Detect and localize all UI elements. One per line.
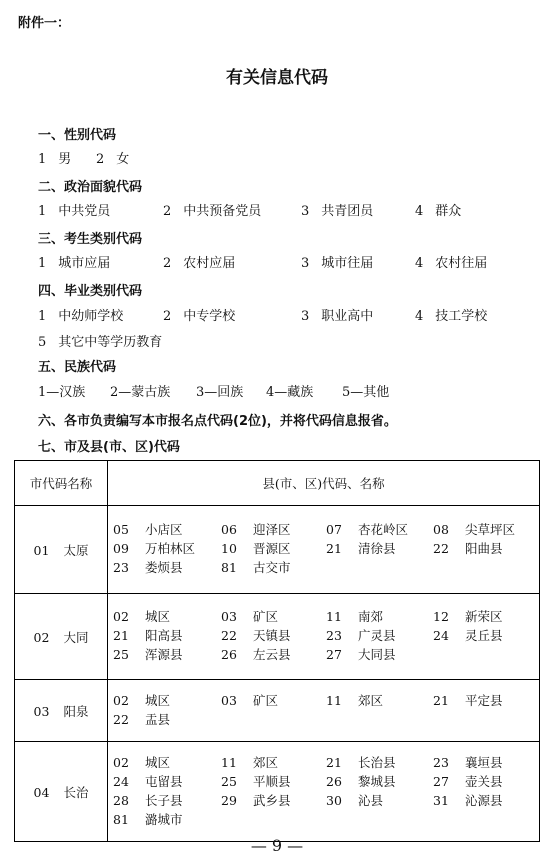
section-heading: 二、政治面貌代码: [38, 180, 143, 195]
county-name: 矿区: [253, 692, 279, 708]
code-name: —藏族: [274, 385, 314, 400]
county-line: [108, 626, 539, 645]
county-item: [113, 626, 183, 644]
city-name: 阳泉: [63, 703, 89, 719]
county-name: 万柏林区: [145, 541, 196, 556]
region-code-table: [14, 460, 540, 842]
code-number: 1: [38, 385, 47, 400]
county-name: 城区: [145, 609, 171, 624]
county-name: 浑源县: [145, 647, 183, 662]
county-item: [433, 691, 503, 709]
county-line: [108, 645, 539, 664]
county-item: [113, 772, 183, 790]
code-item: [342, 381, 389, 400]
city-name: 长治: [63, 784, 89, 800]
code-name: —汉族: [46, 385, 86, 400]
county-cell: [108, 506, 540, 594]
code-name: 中专学校: [183, 309, 236, 324]
code-number: 3: [196, 385, 205, 400]
county-item: [221, 520, 291, 538]
county-cell: [108, 680, 540, 742]
county-item: [326, 791, 383, 809]
code-number: 3: [301, 204, 310, 219]
county-item: [113, 520, 183, 538]
county-line: [108, 810, 539, 829]
county-item: [326, 772, 396, 790]
county-name: 武乡县: [253, 792, 291, 808]
county-name: 屯留县: [145, 773, 183, 789]
header-county: 县(市、区)代码、名称: [108, 461, 540, 506]
county-name: 南郊: [358, 609, 384, 624]
table-row: [15, 680, 540, 742]
county-name: 大同县: [358, 647, 396, 662]
county-code: 81: [221, 560, 237, 575]
county-code: 02: [113, 692, 129, 708]
table-row: [15, 506, 540, 594]
county-item: [221, 607, 278, 625]
code-name: 男: [58, 152, 72, 167]
code-name: —回族: [204, 385, 244, 400]
county-name: 新荣区: [465, 609, 503, 624]
table-row: [15, 594, 540, 680]
code-number: 1: [38, 256, 47, 271]
county-item: [113, 753, 170, 771]
code-item: [38, 305, 123, 324]
code-item: [38, 148, 71, 167]
county-name: 平定县: [465, 692, 503, 708]
code-number: 4: [266, 385, 275, 400]
code-number: 3: [301, 256, 310, 271]
county-cell: [108, 742, 540, 842]
county-item: [221, 539, 291, 557]
county-code: 02: [113, 609, 129, 624]
county-code: 05: [113, 522, 129, 537]
county-name: 矿区: [253, 609, 279, 624]
header-city: 市代码名称: [15, 461, 108, 506]
county-code: 09: [113, 541, 129, 556]
code-name: 中共预备党员: [183, 204, 262, 219]
code-item: [96, 148, 129, 167]
code-number: 2: [163, 309, 172, 324]
code-item: [415, 252, 487, 271]
county-name: 阳高县: [145, 628, 183, 643]
county-code: 24: [113, 773, 129, 789]
code-name: 女: [116, 152, 130, 167]
county-code: 21: [433, 692, 449, 708]
county-item: [221, 626, 291, 644]
code-name: 技工学校: [435, 309, 488, 324]
county-name: 郊区: [253, 754, 279, 770]
county-line: [108, 520, 539, 539]
code-item: [415, 200, 461, 219]
county-item: [433, 753, 503, 771]
code-number: 5: [38, 335, 47, 350]
code-name: 城市往届: [321, 256, 374, 271]
code-name: 职业高中: [321, 309, 374, 324]
code-name: 共青团员: [321, 204, 374, 219]
county-name: 阳曲县: [465, 541, 503, 556]
county-code: 26: [326, 773, 342, 789]
county-code: 24: [433, 628, 449, 643]
county-item: [113, 558, 183, 576]
county-item: [221, 558, 291, 576]
county-item: [433, 607, 503, 625]
code-number: 5: [342, 385, 351, 400]
county-name: 平顺县: [253, 773, 291, 789]
section-heading: 五、民族代码: [38, 360, 117, 375]
code-number: 4: [415, 204, 424, 219]
code-item: [38, 381, 85, 400]
table-header-row: [15, 461, 540, 506]
code-item: [301, 305, 373, 324]
county-code: 27: [433, 773, 449, 789]
code-number: 4: [415, 309, 424, 324]
code-name: 农村往届: [435, 256, 488, 271]
city-cell: [15, 680, 108, 742]
county-item: [221, 645, 291, 663]
county-cell: [108, 594, 540, 680]
county-code: 11: [326, 609, 342, 624]
county-item: [221, 772, 291, 790]
county-name: 沁源县: [465, 792, 503, 808]
section-7-heading: 七、市及县(市、区)代码: [38, 440, 180, 455]
county-name: 襄垣县: [465, 754, 503, 770]
county-item: [221, 753, 278, 771]
county-name: 郊区: [358, 692, 384, 708]
code-item: [163, 200, 261, 219]
county-name: 清徐县: [358, 541, 396, 556]
code-number: 2: [163, 204, 172, 219]
code-number: 2: [163, 256, 172, 271]
county-name: 壶关县: [465, 773, 503, 789]
code-number: 2: [96, 152, 105, 167]
county-item: [326, 691, 383, 709]
attachment-label: 附件一：: [18, 16, 71, 31]
county-code: 06: [221, 522, 237, 537]
code-name: —其他: [350, 385, 390, 400]
code-number: 1: [38, 309, 47, 324]
county-code: 11: [221, 754, 237, 770]
county-name: 黎城县: [358, 773, 396, 789]
code-number: 1: [38, 152, 47, 167]
county-name: 晋源区: [253, 541, 291, 556]
city-cell: [15, 506, 108, 594]
county-code: 10: [221, 541, 237, 556]
county-line: [108, 539, 539, 558]
code-number: 2: [110, 385, 119, 400]
county-code: 21: [326, 754, 342, 770]
county-name: 左云县: [253, 647, 291, 662]
county-line: [108, 753, 539, 772]
city-cell: [15, 742, 108, 842]
county-code: 81: [113, 811, 129, 827]
county-item: [326, 753, 396, 771]
county-name: 小店区: [145, 522, 183, 537]
county-item: [113, 607, 170, 625]
county-item: [433, 539, 503, 557]
code-item: [38, 331, 162, 350]
code-name: 群众: [435, 204, 462, 219]
code-name: 农村应届: [183, 256, 236, 271]
county-item: [326, 539, 396, 557]
county-item: [113, 710, 170, 728]
county-name: 天镇县: [253, 628, 291, 643]
county-item: [433, 791, 503, 809]
code-item: [163, 252, 235, 271]
county-line: [108, 558, 539, 577]
county-name: 长治县: [358, 754, 396, 770]
code-name: 城市应届: [58, 256, 111, 271]
county-code: 11: [326, 692, 342, 708]
county-name: 沁县: [358, 792, 384, 808]
code-item: [163, 305, 235, 324]
county-name: 长子县: [145, 792, 183, 808]
county-name: 尖草坪区: [465, 522, 516, 537]
section-6-heading: 六、各市负责编写本市报名点代码(2位)，并将代码信息报省。: [38, 414, 397, 429]
county-item: [113, 810, 183, 828]
section-heading: 一、性别代码: [38, 128, 117, 143]
city-code: 04: [33, 784, 50, 800]
code-name: —蒙古族: [118, 385, 171, 400]
county-item: [326, 607, 383, 625]
county-item: [221, 691, 278, 709]
code-item: [415, 305, 487, 324]
code-item: [38, 252, 110, 271]
county-line: [108, 772, 539, 791]
county-item: [433, 626, 503, 644]
code-item: [266, 381, 313, 400]
county-code: 08: [433, 522, 449, 537]
county-code: 23: [113, 560, 129, 575]
county-item: [326, 520, 408, 538]
county-code: 21: [326, 541, 342, 556]
county-code: 28: [113, 792, 129, 808]
county-name: 广灵县: [358, 628, 396, 643]
city-name: 太原: [63, 542, 89, 558]
code-number: 3: [301, 309, 310, 324]
county-code: 02: [113, 754, 129, 770]
county-code: 26: [221, 647, 237, 662]
code-name: 中幼师学校: [58, 309, 124, 324]
county-item: [221, 791, 291, 809]
code-name: 其它中等学历教育: [58, 335, 163, 350]
code-item: [110, 381, 170, 400]
city-code: 01: [33, 542, 50, 558]
code-item: [301, 200, 373, 219]
county-line: [108, 607, 539, 626]
section-heading: 四、毕业类别代码: [38, 284, 143, 299]
county-name: 娄烦县: [145, 560, 183, 575]
county-code: 25: [113, 647, 129, 662]
county-code: 22: [113, 711, 129, 727]
code-number: 1: [38, 204, 47, 219]
county-code: 29: [221, 792, 237, 808]
county-line: [108, 710, 539, 729]
county-code: 21: [113, 628, 129, 643]
county-line: [108, 791, 539, 810]
county-code: 12: [433, 609, 449, 624]
page-title: 有关信息代码: [226, 68, 328, 88]
code-name: 中共党员: [58, 204, 111, 219]
county-code: 23: [326, 628, 342, 643]
county-code: 22: [221, 628, 237, 643]
county-name: 杏花岭区: [358, 522, 409, 537]
code-item: [301, 252, 373, 271]
county-code: 07: [326, 522, 342, 537]
county-code: 23: [433, 754, 449, 770]
county-name: 潞城市: [145, 811, 183, 827]
county-name: 城区: [145, 692, 171, 708]
county-item: [113, 791, 183, 809]
county-code: 30: [326, 792, 342, 808]
county-item: [113, 691, 170, 709]
county-name: 迎泽区: [253, 522, 291, 537]
county-item: [113, 645, 183, 663]
county-item: [433, 772, 503, 790]
city-name: 大同: [63, 629, 89, 645]
city-code: 03: [33, 703, 50, 719]
county-code: 22: [433, 541, 449, 556]
table-row: [15, 742, 540, 842]
code-item: [196, 381, 243, 400]
city-code: 02: [33, 629, 50, 645]
county-item: [113, 539, 195, 557]
county-name: 古交市: [253, 560, 291, 575]
page-number: — 9 —: [250, 836, 304, 855]
county-name: 盂县: [145, 711, 171, 727]
county-line: [108, 691, 539, 710]
county-name: 城区: [145, 754, 171, 770]
county-code: 31: [433, 792, 449, 808]
county-item: [326, 645, 396, 663]
code-item: [38, 200, 110, 219]
county-item: [433, 520, 515, 538]
city-cell: [15, 594, 108, 680]
county-code: 27: [326, 647, 342, 662]
county-code: 25: [221, 773, 237, 789]
county-item: [326, 626, 396, 644]
county-name: 灵丘县: [465, 628, 503, 643]
code-number: 4: [415, 256, 424, 271]
county-code: 03: [221, 692, 237, 708]
county-code: 03: [221, 609, 237, 624]
section-heading: 三、考生类别代码: [38, 232, 143, 247]
